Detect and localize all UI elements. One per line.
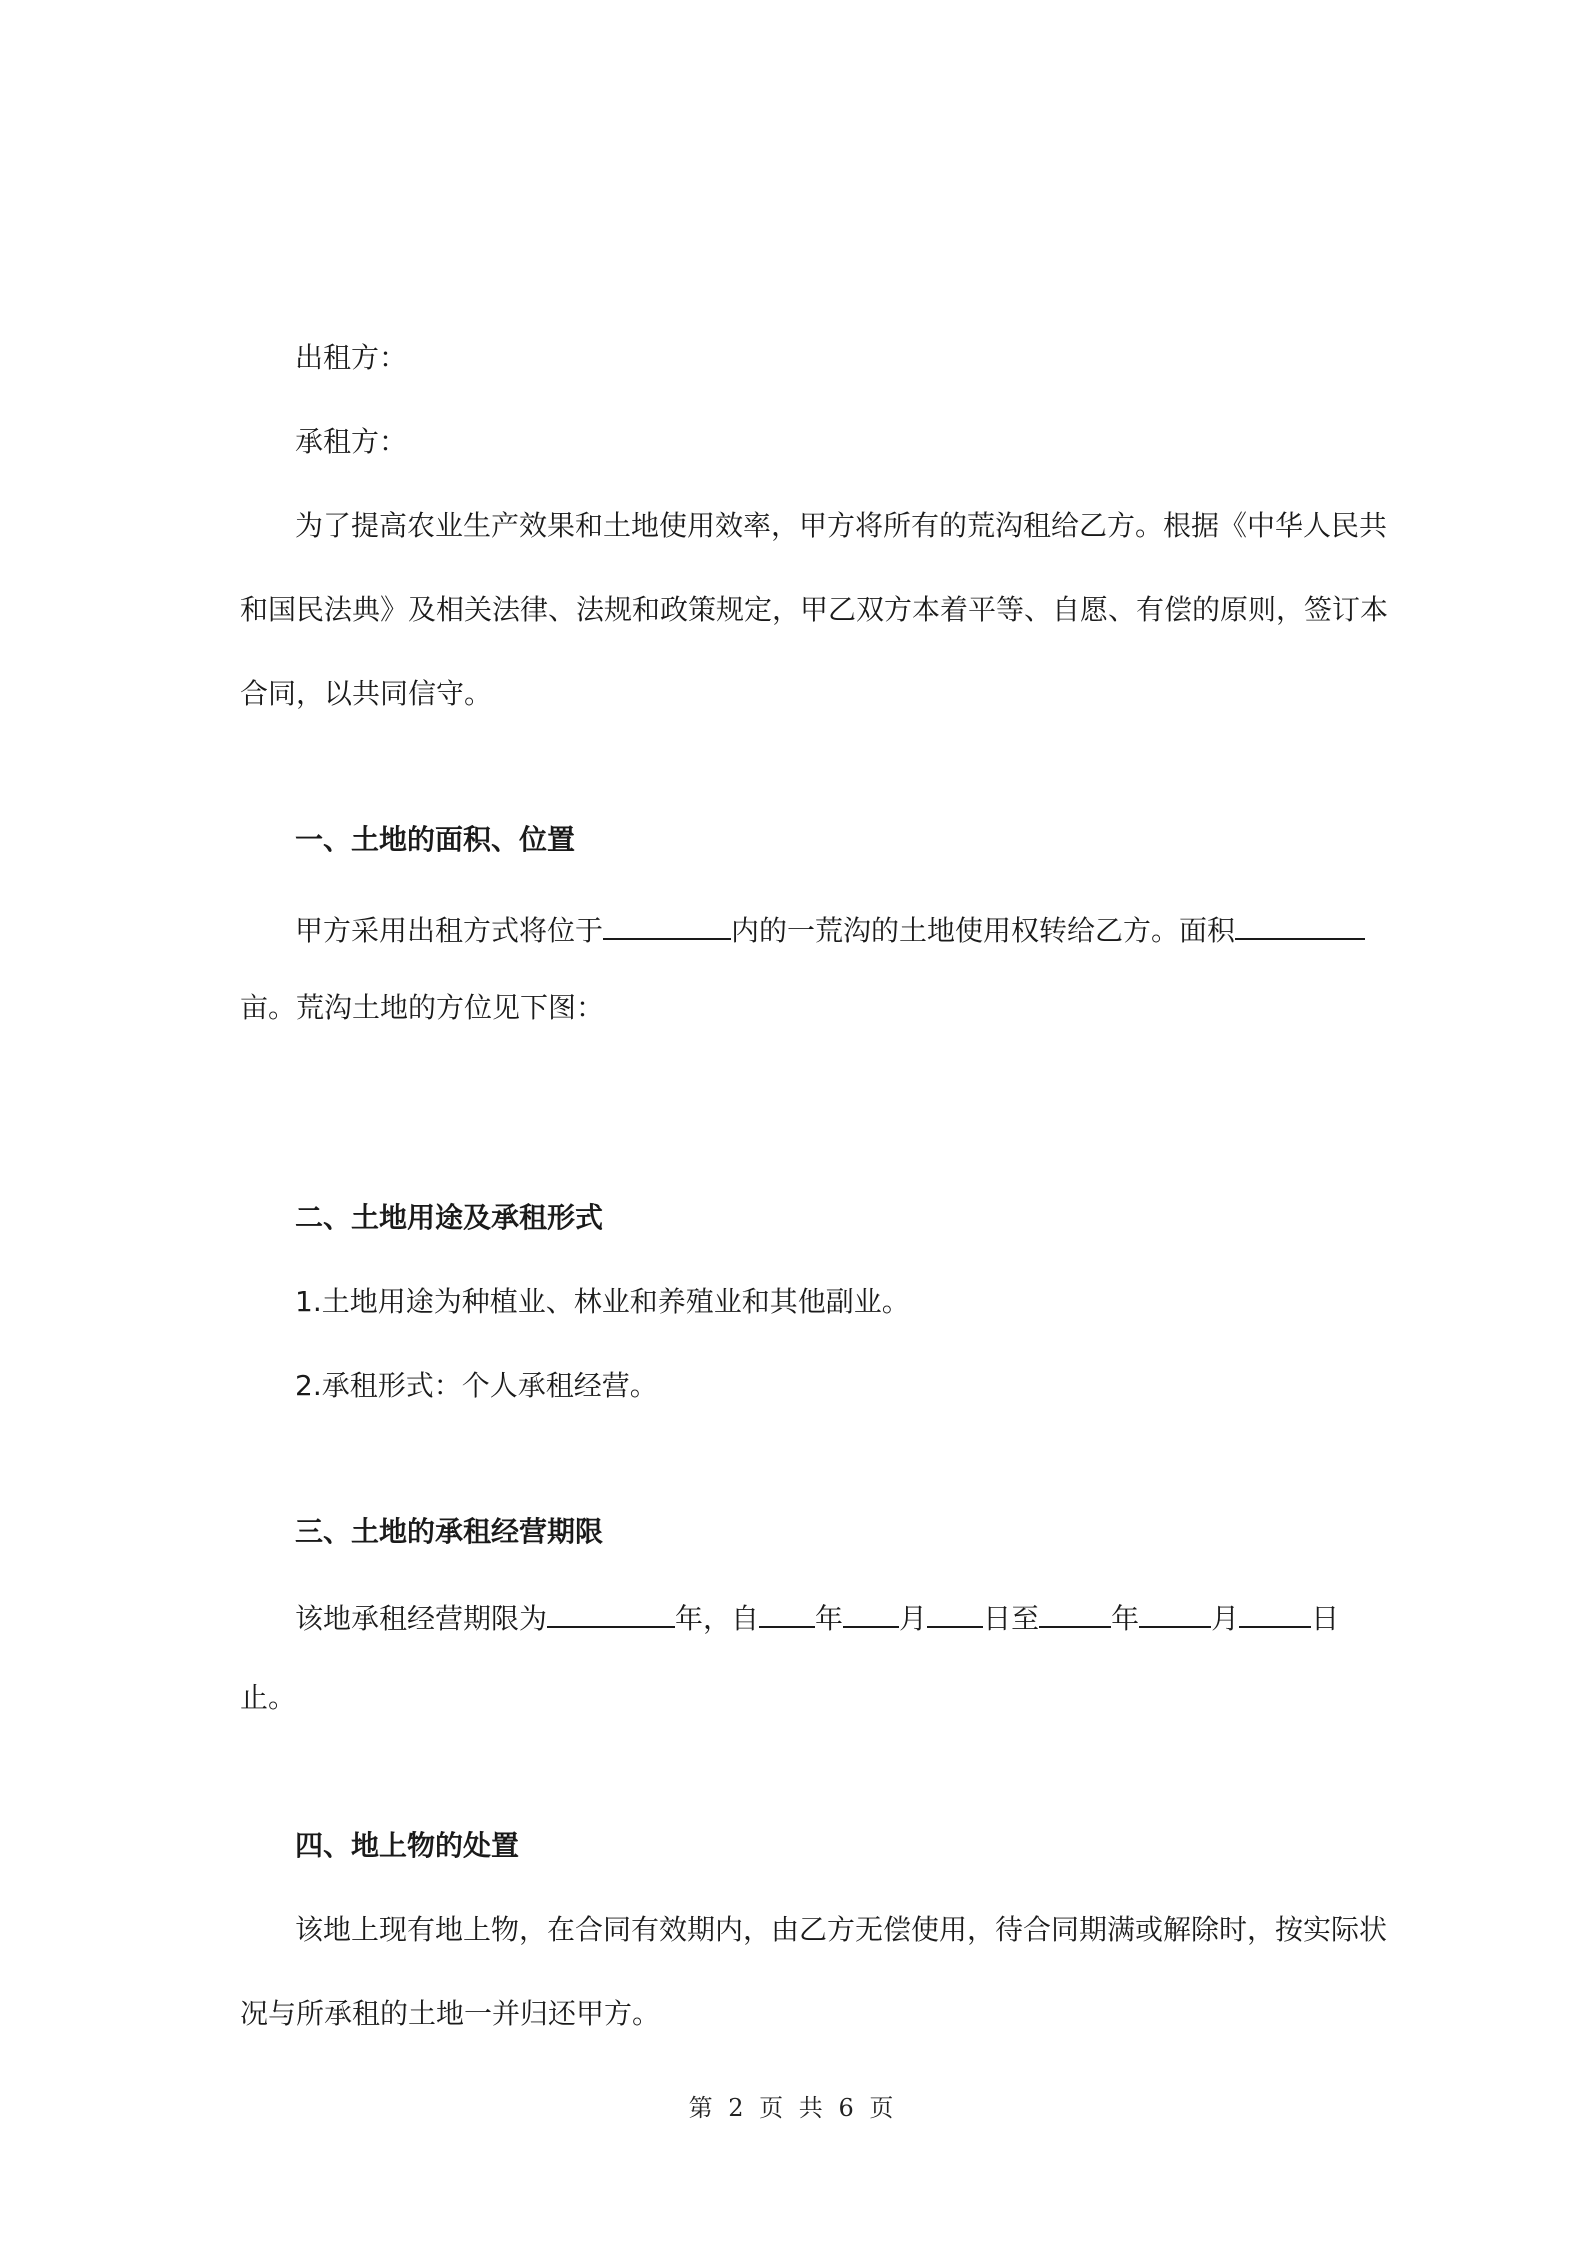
end-year-blank[interactable] <box>1039 1600 1111 1628</box>
intro-line-3: 合同，以共同信守。 <box>240 677 493 710</box>
term-text-8: 日 <box>1311 1602 1340 1635</box>
start-year-blank[interactable] <box>759 1600 815 1628</box>
section-4-line-2: 况与所承租的土地一并归还甲方。 <box>240 1997 661 2030</box>
section-1-text-b: 内的一荒沟的土地使用权转给乙方。面积 <box>731 914 1236 947</box>
lessor-label: 出租方： <box>295 341 408 374</box>
section-2-item-2: 2.承租形式：个人承租经营。 <box>295 1369 658 1402</box>
term-text-3: 年 <box>815 1602 844 1635</box>
section-1-line-1 <box>295 912 1365 949</box>
term-text: 该地承租经营期限为 <box>295 1602 548 1635</box>
intro-line-1: 为了提高农业生产效果和土地使用效率，甲方将所有的荒沟租给乙方。根据《中华人民共 <box>295 509 1388 542</box>
section-2-item-1: 1.土地用途为种植业、林业和养殖业和其他副业。 <box>295 1285 910 1318</box>
start-day-blank[interactable] <box>927 1600 983 1628</box>
term-text-4: 月 <box>899 1602 928 1635</box>
term-text-7: 月 <box>1211 1602 1240 1635</box>
term-text-6: 年 <box>1111 1602 1140 1635</box>
section-3-heading: 三、土地的承租经营期限 <box>295 1515 604 1548</box>
section-4-line-1: 该地上现有地上物，在合同有效期内，由乙方无偿使用，待合同期满或解除时，按实际状 <box>295 1913 1388 1946</box>
intro-line-2: 和国民法典》及相关法律、法规和政策规定，甲乙双方本着平等、自愿、有偿的原则，签订本 <box>240 593 1389 626</box>
section-1-line-2: 亩。荒沟土地的方位见下图： <box>240 991 605 1024</box>
lessee-label: 承租方： <box>295 425 408 458</box>
area-blank[interactable] <box>1235 912 1365 940</box>
term-text-2: 年，自 <box>675 1602 760 1635</box>
section-4-heading: 四、地上物的处置 <box>295 1829 520 1862</box>
section-1-heading: 一、土地的面积、位置 <box>295 823 576 856</box>
page-footer: 第 2 页 共 6 页 <box>688 2094 898 2122</box>
term-years-blank[interactable] <box>547 1600 675 1628</box>
start-month-blank[interactable] <box>843 1600 899 1628</box>
end-day-blank[interactable] <box>1239 1600 1311 1628</box>
section-1-text-a: 甲方采用出租方式将位于 <box>295 914 604 947</box>
location-blank[interactable] <box>603 912 731 940</box>
end-month-blank[interactable] <box>1139 1600 1211 1628</box>
term-text-5: 日至 <box>983 1602 1040 1635</box>
section-3-line-2: 止。 <box>240 1681 297 1714</box>
section-3-line-1 <box>295 1600 1339 1637</box>
section-2-heading: 二、土地用途及承租形式 <box>295 1201 604 1234</box>
